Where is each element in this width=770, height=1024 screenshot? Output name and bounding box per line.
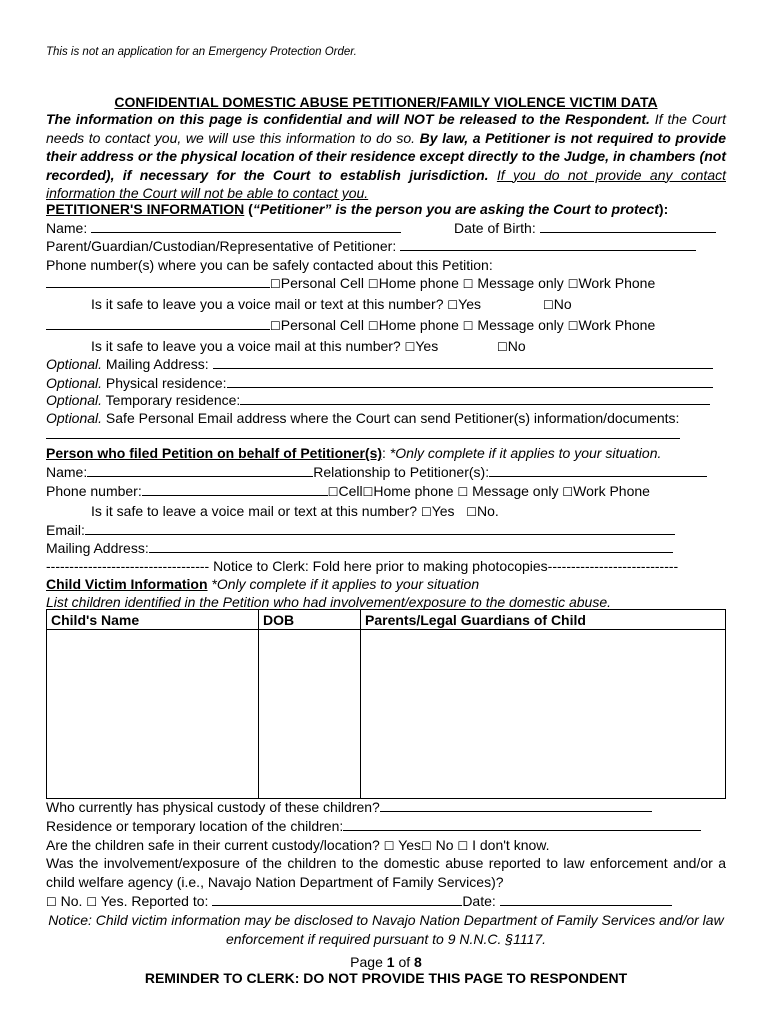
filer-phone-field[interactable] (142, 482, 328, 496)
option-label: Cell (338, 483, 363, 499)
child-heading (46, 575, 479, 593)
optional-label: Optional. (46, 392, 103, 408)
filer-mailing-label: Mailing Address: (46, 540, 149, 556)
physical-field[interactable] (227, 374, 713, 388)
filer-note: *Only complete if it applies to your situation. (389, 445, 662, 461)
option-label: Home phone (378, 275, 459, 291)
email-label: Safe Personal Email address where the Court can send Petitioner(s) information/documents: (102, 410, 680, 426)
phone-1-field[interactable] (46, 274, 270, 288)
physical-row (46, 374, 713, 392)
petitioner-heading-label: PETITIONER'S INFORMATION (46, 201, 245, 217)
guardian-label: Parent/Guardian/Custodian/Representative of Petitioner: (46, 238, 397, 254)
checkbox-no[interactable]: ☐ (497, 340, 508, 354)
page-title: CONFIDENTIAL DOMESTIC ABUSE PETITIONER/FAMILY VIOLENCE VICTIM DATA (114, 94, 658, 110)
residence-row (46, 817, 701, 835)
optional-label: Optional. (46, 375, 103, 391)
page-total: 8 (414, 954, 422, 970)
relationship-field[interactable] (489, 463, 707, 477)
filer-heading-label: Person who filed Petition on behalf of Petitioner(s) (46, 445, 383, 461)
custody-label: Who currently has physical custody of these children? (46, 799, 380, 815)
top-note: This is not an application for an Emergency Protection Order. (46, 46, 357, 58)
option-label: Message only (468, 483, 559, 499)
child-heading-label: Child Victim Information (46, 576, 208, 592)
safe-row (46, 836, 550, 855)
optional-label: Optional. (46, 410, 103, 426)
mailing-row (46, 355, 713, 373)
safe-label: Are the children safe in their current custody/location? (46, 837, 380, 853)
child-guardians-cell[interactable] (361, 630, 726, 799)
child-note: *Only complete if it applies to your situation (207, 576, 480, 592)
filer-email-row (46, 521, 675, 539)
guardian-field[interactable] (400, 237, 696, 251)
option-label: Home phone (373, 483, 454, 499)
reported-label: Yes. Reported to: (97, 893, 209, 909)
filer-mailing-field[interactable] (149, 539, 673, 553)
no-label: No (507, 338, 526, 354)
phones-intro: Phone number(s) where you can be safely contacted about this Petition: (46, 257, 493, 273)
temporary-field[interactable] (240, 391, 710, 405)
filer-name-field[interactable] (87, 463, 313, 477)
phone-1-row (46, 274, 655, 293)
checkbox-message-only[interactable]: ☐ (462, 319, 474, 333)
option-label: Message only (473, 317, 564, 333)
clerk-reminder: REMINDER TO CLERK: DO NOT PROVIDE THIS PAGE TO RESPONDENT (144, 970, 628, 986)
temporary-row (46, 391, 710, 409)
filer-phone-label: Phone number: (46, 483, 142, 499)
yes-label: Yes (458, 296, 482, 312)
custody-row (46, 798, 652, 816)
residence-label: Residence or temporary location of the children: (46, 818, 344, 834)
child-name-cell[interactable] (47, 630, 259, 799)
yes-label: Yes (431, 503, 455, 519)
optional-label: Optional. (46, 356, 103, 372)
filer-email-field[interactable] (85, 521, 675, 535)
column-header: Parents/Legal Guardians of Child (361, 610, 726, 630)
no-label: No (553, 296, 572, 312)
reported-to-field[interactable] (212, 892, 462, 906)
date-label: Date: (462, 893, 496, 909)
yes-label: Yes (398, 837, 421, 853)
reported-row (46, 892, 672, 911)
intro-warning: If you do not provide any contact information the Court will not be able to contact you. (46, 166, 726, 201)
option-label: Message only (473, 275, 564, 291)
checkbox-personal-cell[interactable]: ☐ (270, 277, 281, 291)
fold-notice: ----------------------------------- Notice to Clerk: Fold here prior to making photocopies---------------------------- (46, 558, 679, 574)
page-number (46, 953, 726, 971)
heading-paren-open: ( (244, 201, 253, 217)
checkbox-yes[interactable]: ☐ (404, 340, 416, 354)
filer-name-label: Name: (46, 464, 88, 480)
phone-2-row (46, 316, 655, 335)
checkbox-no[interactable]: ☐ (421, 839, 432, 853)
checkbox-home-phone[interactable]: ☐ (362, 485, 374, 499)
intro-confidential: The information on this page is confidential and will NOT be released to the Respondent. (46, 111, 650, 127)
filer-mailing-row (46, 539, 673, 557)
safe-question: Is it safe to leave you a voice mail at this number? (91, 338, 401, 354)
custody-field[interactable] (380, 798, 652, 812)
filer-name-row (46, 463, 707, 481)
safe-question: Is it safe to leave a voice mail or text at this number? (91, 503, 418, 519)
physical-label: Physical residence: (102, 375, 227, 391)
child-list-note: List children identified in the Petition who had involvement/exposure to the domestic abuse. (46, 594, 612, 610)
email-field[interactable] (46, 437, 680, 439)
petitioner-dob-row (454, 219, 716, 237)
not-reported-label: No. (56, 893, 87, 909)
intro-paragraph (46, 110, 726, 203)
page-current: 1 (386, 954, 395, 970)
checkbox-no[interactable]: ☐ (543, 298, 554, 312)
checkbox-reported[interactable]: ☐ (86, 895, 98, 909)
mailing-label: Mailing Address: (102, 356, 209, 372)
child-dob-cell[interactable] (259, 630, 361, 799)
date-field[interactable] (500, 892, 672, 906)
phone-2-safe-row (91, 337, 438, 356)
children-table (46, 609, 726, 799)
name-label: Name: (46, 220, 88, 236)
petitioner-heading-note: “Petitioner” is the person you are asking the Court to protect (252, 201, 659, 217)
checkbox-no[interactable]: ☐ (466, 505, 477, 519)
checkbox-not-reported[interactable]: ☐ (46, 895, 57, 909)
checkbox-home-phone[interactable]: ☐ (367, 319, 379, 333)
column-header: Child's Name (47, 610, 259, 630)
checkbox-message-only[interactable]: ☐ (457, 485, 469, 499)
page-prefix: Page (350, 954, 387, 970)
intro-law: By law, a Petitioner is not required to provide their address or the physical location of their residence except directly to the Judge, in chambers (not recorded), if necessary for the Court to establish jurisdiction. (46, 129, 726, 183)
safe-question: Is it safe to leave you a voice mail or text at this number? (91, 296, 444, 312)
petitioner-heading (46, 200, 668, 218)
checkbox-work-phone[interactable]: ☐ (562, 485, 574, 499)
phone-2-field[interactable] (46, 316, 270, 330)
dob-label: Date of Birth: (454, 220, 536, 236)
petitioner-name-row (46, 219, 401, 237)
phone-1-safe-no (543, 295, 572, 314)
guardian-row (46, 237, 696, 255)
option-label: Work Phone (578, 317, 656, 333)
column-header: DOB (259, 610, 361, 630)
mailing-field[interactable] (213, 355, 713, 369)
checkbox-message-only[interactable]: ☐ (462, 277, 474, 291)
checkbox-dont-know[interactable]: ☐ (457, 839, 469, 853)
phone-1-safe-row (91, 295, 481, 314)
yes-label: Yes (415, 338, 439, 354)
no-label: No (431, 837, 458, 853)
checkbox-work-phone[interactable]: ☐ (567, 277, 579, 291)
option-label: Personal Cell (280, 317, 365, 333)
option-label: Personal Cell (280, 275, 365, 291)
checkbox-yes[interactable]: ☐ (447, 298, 459, 312)
disclosure-notice: Notice: Child victim information may be disclosed to Navajo Nation Department of Family Services and/or law enforcement if required pursuant to 9 N.N.C. §1117. (48, 912, 724, 947)
intro-contact: If the Court needs to contact you, we will use this information to do so. (46, 111, 726, 146)
checkbox-cell[interactable]: ☐ (327, 485, 339, 499)
filer-email-label: Email: (46, 522, 85, 538)
no-label: No. (476, 503, 499, 519)
temporary-label: Temporary residence: (102, 392, 241, 408)
email-row (46, 409, 679, 427)
option-label: Work Phone (573, 483, 650, 499)
filer-phone-row (46, 482, 650, 501)
heading-paren-close: ): (658, 201, 669, 217)
page-of: of (394, 954, 415, 970)
filer-heading: Person who filed Petition on behalf of Petitioner(s): *Only complete if it applies to your situation. (46, 445, 662, 461)
dob-field[interactable] (540, 219, 716, 233)
relationship-label: Relationship to Petitioner(s): (313, 464, 490, 480)
option-label: Home phone (378, 317, 459, 333)
checkbox-work-phone[interactable]: ☐ (567, 319, 579, 333)
residence-field[interactable] (343, 817, 701, 831)
filer-safe-row (91, 502, 499, 521)
checkbox-personal-cell[interactable]: ☐ (270, 319, 281, 333)
name-field[interactable] (91, 219, 401, 233)
checkbox-yes[interactable]: ☐ (420, 505, 432, 519)
dont-know-label: I don't know. (468, 837, 550, 853)
checkbox-home-phone[interactable]: ☐ (367, 277, 379, 291)
phone-2-safe-no (497, 337, 526, 356)
reported-question: Was the involvement/exposure of the children to the domestic abuse reported to law enforcement and/or a child welfare agency (i.e., Navajo Nation Department of Family Services)? (46, 855, 726, 890)
option-label: Work Phone (578, 275, 656, 291)
checkbox-yes[interactable]: ☐ (383, 839, 395, 853)
